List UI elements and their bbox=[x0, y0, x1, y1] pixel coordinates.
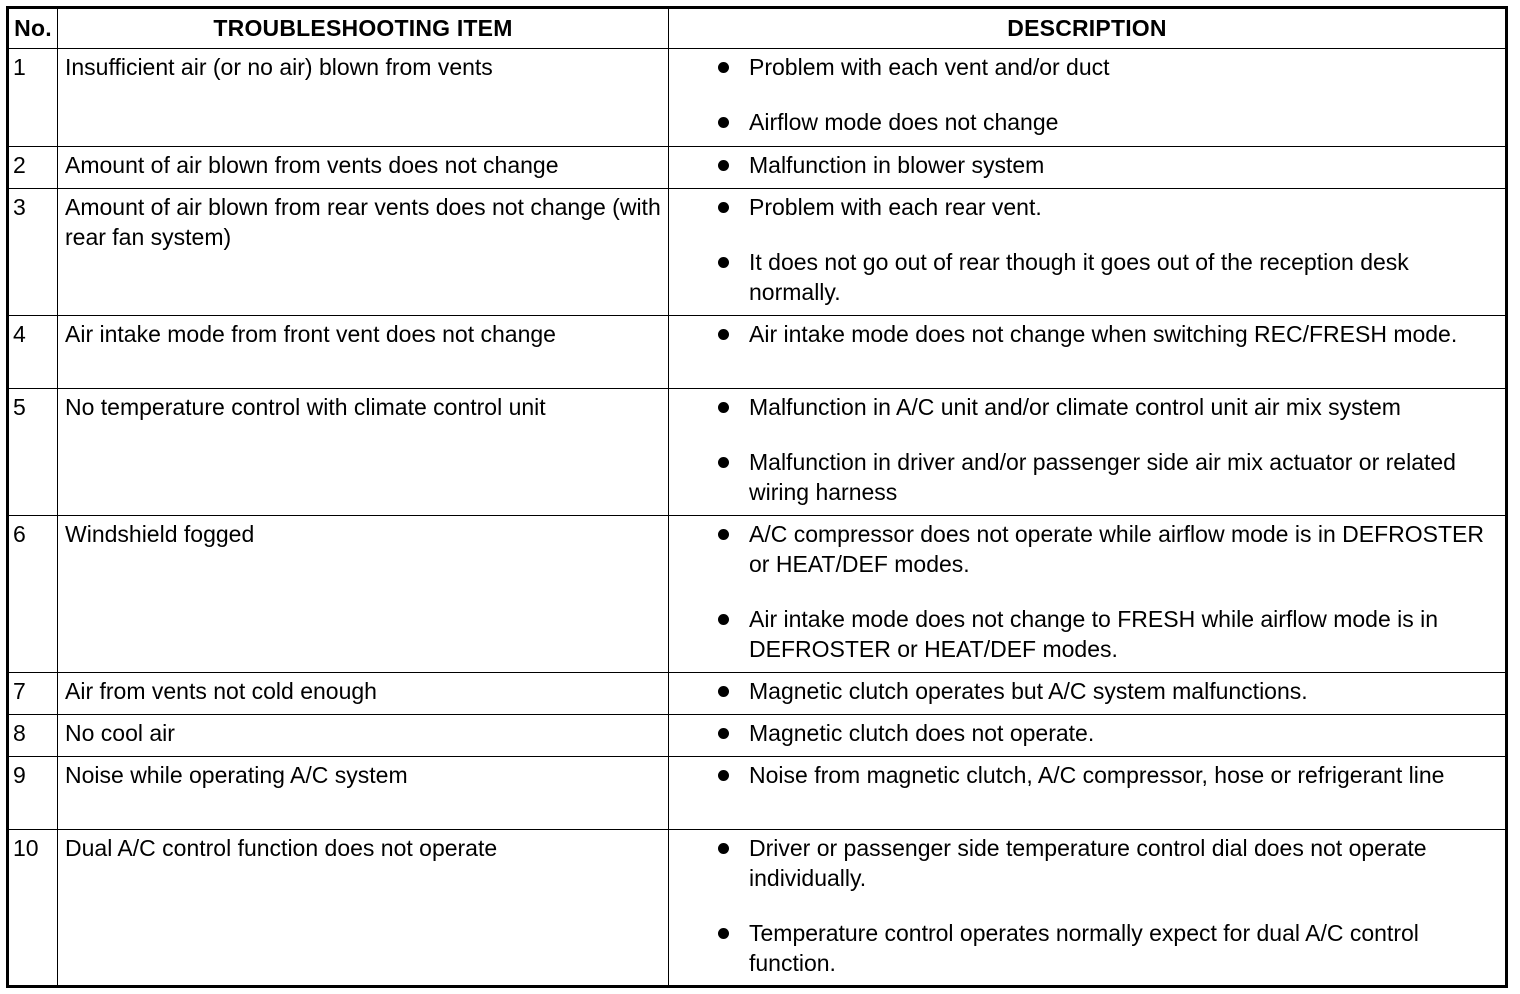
description-cell bbox=[669, 715, 1507, 757]
bullet-dot-icon bbox=[718, 529, 729, 540]
description-text: Noise from magnetic clutch, A/C compressor, hose or refrigerant line bbox=[749, 762, 1445, 788]
troubleshooting-item bbox=[58, 49, 669, 147]
row-number-text: 9 bbox=[13, 762, 26, 788]
description-bullet bbox=[669, 150, 1495, 180]
description-bullet bbox=[669, 718, 1495, 748]
description-bullet bbox=[669, 604, 1495, 664]
bullet-dot-icon bbox=[718, 62, 729, 73]
troubleshooting-item bbox=[58, 316, 669, 389]
description-bullet bbox=[669, 319, 1495, 349]
description-cell bbox=[669, 516, 1507, 673]
description-cell bbox=[669, 189, 1507, 316]
description-text: Problem with each rear vent. bbox=[749, 194, 1042, 220]
bullet-dot-icon bbox=[718, 402, 729, 413]
description-text: Magnetic clutch operates but A/C system malfunctions. bbox=[749, 678, 1308, 704]
troubleshooting-item-text: Air from vents not cold enough bbox=[65, 678, 377, 704]
bullet-dot-icon bbox=[718, 117, 729, 128]
table-row bbox=[8, 316, 1507, 389]
table-row bbox=[8, 49, 1507, 147]
description-text: Malfunction in blower system bbox=[749, 152, 1045, 178]
row-number-text: 1 bbox=[13, 54, 26, 80]
troubleshooting-item bbox=[58, 389, 669, 516]
row-number bbox=[8, 49, 58, 147]
description-cell bbox=[669, 316, 1507, 389]
row-number-text: 4 bbox=[13, 321, 26, 347]
description-cell bbox=[669, 147, 1507, 189]
description-bullet bbox=[669, 447, 1495, 507]
description-cell bbox=[669, 49, 1507, 147]
table-row bbox=[8, 830, 1507, 987]
row-number bbox=[8, 715, 58, 757]
bullet-dot-icon bbox=[718, 457, 729, 468]
table-row bbox=[8, 516, 1507, 673]
description-text: Malfunction in driver and/or passenger side air mix actuator or related wiring harness bbox=[749, 449, 1456, 505]
row-number-text: 3 bbox=[13, 194, 26, 220]
bullet-dot-icon bbox=[718, 202, 729, 213]
bullet-dot-icon bbox=[718, 770, 729, 781]
description-bullet bbox=[669, 519, 1495, 579]
description-cell bbox=[669, 830, 1507, 987]
troubleshooting-item bbox=[58, 715, 669, 757]
row-number bbox=[8, 673, 58, 715]
bullet-dot-icon bbox=[718, 160, 729, 171]
table-row bbox=[8, 189, 1507, 316]
bullet-dot-icon bbox=[718, 686, 729, 697]
description-text: Air intake mode does not change when switching REC/FRESH mode. bbox=[749, 321, 1458, 347]
description-bullet bbox=[669, 676, 1495, 706]
troubleshooting-item-text: Noise while operating A/C system bbox=[65, 762, 408, 788]
table-row bbox=[8, 147, 1507, 189]
header-description: DESCRIPTION bbox=[669, 8, 1507, 49]
bullet-dot-icon bbox=[718, 928, 729, 939]
bullet-dot-icon bbox=[718, 257, 729, 268]
row-number bbox=[8, 830, 58, 987]
row-number bbox=[8, 189, 58, 316]
row-number-text: 2 bbox=[13, 152, 26, 178]
description-bullet bbox=[669, 52, 1495, 82]
description-text: Temperature control operates normally expect for dual A/C control function. bbox=[749, 920, 1419, 976]
troubleshooting-item-text: Amount of air blown from vents does not change bbox=[65, 152, 559, 178]
description-bullet bbox=[669, 760, 1495, 790]
troubleshooting-item-text: No cool air bbox=[65, 720, 175, 746]
troubleshooting-item bbox=[58, 516, 669, 673]
row-number-text: 7 bbox=[13, 678, 26, 704]
header-troubleshooting-item: TROUBLESHOOTING ITEM bbox=[58, 8, 669, 49]
row-number bbox=[8, 316, 58, 389]
description-text: Magnetic clutch does not operate. bbox=[749, 720, 1095, 746]
row-number-text: 10 bbox=[13, 835, 39, 861]
description-text: Problem with each vent and/or duct bbox=[749, 54, 1110, 80]
row-number bbox=[8, 147, 58, 189]
header-no: No. bbox=[8, 8, 58, 49]
bullet-dot-icon bbox=[718, 728, 729, 739]
table-row bbox=[8, 757, 1507, 830]
troubleshooting-item-text: Windshield fogged bbox=[65, 521, 255, 547]
description-bullet bbox=[669, 392, 1495, 422]
troubleshooting-item-text: No temperature control with climate control unit bbox=[65, 394, 546, 420]
bullet-dot-icon bbox=[718, 329, 729, 340]
troubleshooting-item-text: Amount of air blown from rear vents does not change (with rear fan system) bbox=[65, 194, 661, 250]
troubleshooting-item bbox=[58, 673, 669, 715]
troubleshooting-item bbox=[58, 757, 669, 830]
description-bullet bbox=[669, 247, 1495, 307]
description-text: Airflow mode does not change bbox=[749, 109, 1059, 135]
bullet-dot-icon bbox=[718, 614, 729, 625]
troubleshooting-item-text: Insufficient air (or no air) blown from vents bbox=[65, 54, 493, 80]
description-cell bbox=[669, 673, 1507, 715]
table-row bbox=[8, 389, 1507, 516]
description-bullet bbox=[669, 833, 1495, 893]
table-row bbox=[8, 715, 1507, 757]
description-bullet bbox=[669, 918, 1495, 978]
row-number bbox=[8, 389, 58, 516]
row-number bbox=[8, 757, 58, 830]
header-row bbox=[8, 8, 1507, 49]
troubleshooting-item bbox=[58, 189, 669, 316]
bullet-dot-icon bbox=[718, 843, 729, 854]
description-text: It does not go out of rear though it goes out of the reception desk normally. bbox=[749, 249, 1409, 305]
description-text: A/C compressor does not operate while airflow mode is in DEFROSTER or HEAT/DEF modes. bbox=[749, 521, 1485, 577]
troubleshooting-item bbox=[58, 147, 669, 189]
description-text: Driver or passenger side temperature control dial does not operate individually. bbox=[749, 835, 1427, 891]
description-bullet bbox=[669, 107, 1495, 137]
troubleshooting-table bbox=[6, 6, 1508, 988]
row-number-text: 6 bbox=[13, 521, 26, 547]
description-text: Malfunction in A/C unit and/or climate control unit air mix system bbox=[749, 394, 1401, 420]
row-number bbox=[8, 516, 58, 673]
table-row bbox=[8, 673, 1507, 715]
troubleshooting-item-text: Dual A/C control function does not operate bbox=[65, 835, 498, 861]
row-number-text: 5 bbox=[13, 394, 26, 420]
description-bullet bbox=[669, 192, 1495, 222]
description-cell bbox=[669, 389, 1507, 516]
row-number-text: 8 bbox=[13, 720, 26, 746]
troubleshooting-item bbox=[58, 830, 669, 987]
troubleshooting-item-text: Air intake mode from front vent does not change bbox=[65, 321, 556, 347]
description-cell bbox=[669, 757, 1507, 830]
description-text: Air intake mode does not change to FRESH while airflow mode is in DEFROSTER or HEAT/DEF modes. bbox=[749, 606, 1439, 662]
